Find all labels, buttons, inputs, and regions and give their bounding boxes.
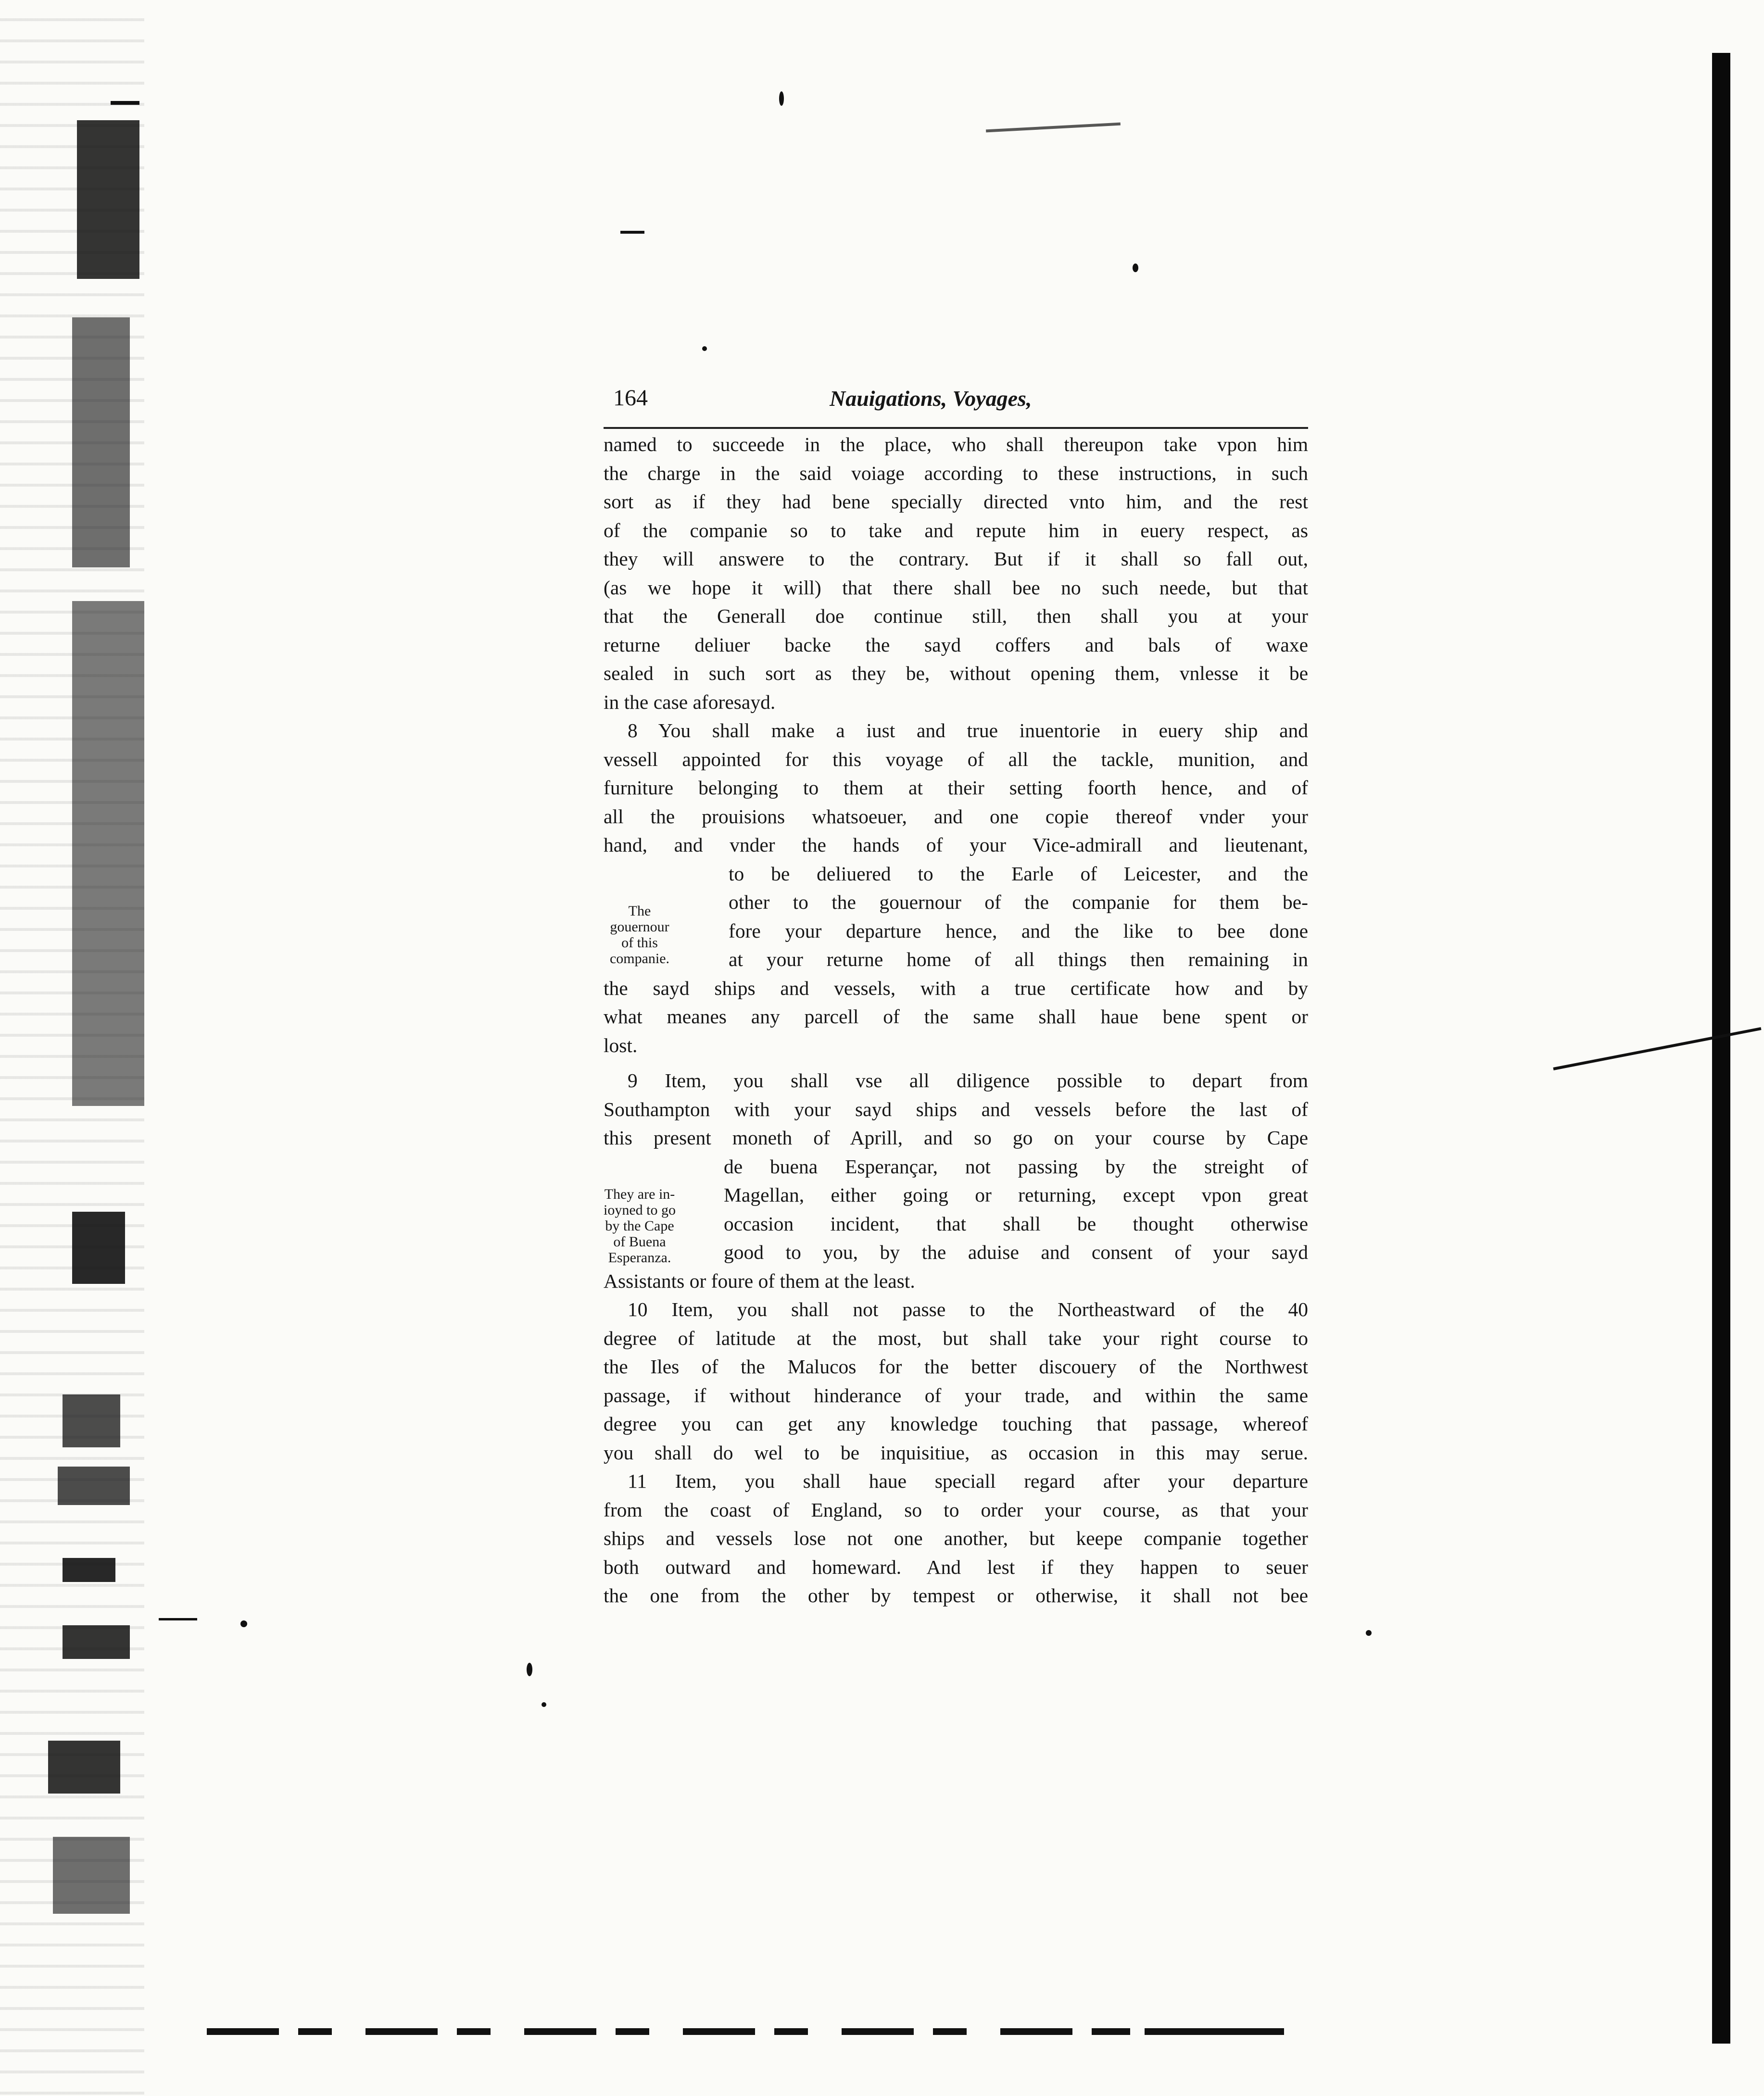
scan-artifact <box>48 1741 120 1794</box>
text-line: ships and vessels lose not one another, but keepe companie together <box>604 1527 1308 1549</box>
text-line: what meanes any parcell of the same shall haue bene spent or <box>604 1005 1308 1028</box>
sidenote-line: of this <box>621 935 658 951</box>
text-line: they will answere to the contrary. But if it shall so fall out, <box>604 548 1308 570</box>
scan-artifact <box>72 317 130 567</box>
text-line: the Iles of the Malucos for the better discouery of the Northwest <box>604 1355 1308 1378</box>
text-line: sealed in such sort as they be, without opening them, vnlesse it be <box>604 662 1308 684</box>
text-line: you shall do wel to be inquisitiue, as occasion in this may serue. <box>604 1441 1308 1464</box>
text-line: this present moneth of Aprill, and so go on your course by Cape <box>604 1127 1308 1149</box>
scan-speck <box>240 1620 247 1627</box>
paragraph-1 <box>604 430 1308 716</box>
text-line: good to you, by the aduise and consent of your sayd <box>724 1241 1308 1263</box>
page-header <box>604 385 1308 430</box>
sidenote-line: They are in- <box>604 1186 675 1202</box>
scan-artifact <box>1101 2028 1260 2035</box>
scan-artifact <box>159 1618 197 1620</box>
scan-right-rule <box>1712 53 1730 2044</box>
text-line: that the Generall doe continue still, then shall you at your <box>604 605 1308 627</box>
text-line: vessell appointed for this voyage of all the tackle, munition, and <box>604 748 1308 770</box>
scan-artifact <box>986 123 1121 133</box>
scan-artifact <box>63 1394 120 1447</box>
text-line: both outward and homeward. And lest if they happen to seuer <box>604 1556 1308 1578</box>
sidenote-line: ioyned to go <box>604 1202 676 1218</box>
scan-speck <box>1133 264 1138 272</box>
scan-speck <box>1366 1630 1372 1636</box>
scan-speck <box>542 1702 546 1707</box>
main-text <box>604 385 1308 1610</box>
text-line: sort as if they had bene specially directed vnto him, and the rest <box>604 490 1308 513</box>
text-line: named to succeede in the place, who shall thereupon take vpon him <box>604 433 1308 455</box>
text-line: 8 You shall make a iust and true inuentorie in euery ship and <box>628 719 1308 741</box>
text-line: to be deliuered to the Earle of Leicester, and the <box>729 862 1308 885</box>
scan-artifact <box>63 1625 130 1659</box>
sidenote-line: The <box>628 903 651 919</box>
text-line: 10 Item, you shall not passe to the Northeastward of the 40 <box>628 1298 1308 1320</box>
text-line: the charge in the said voiage according to these instructions, in such <box>604 462 1308 484</box>
paragraph-10 <box>604 1295 1308 1467</box>
sidenote-line: of Buena <box>613 1234 666 1250</box>
scan-artifact <box>72 601 144 1106</box>
text-line: Magellan, either going or returning, except vpon great <box>724 1184 1308 1206</box>
scan-artifact <box>620 231 644 234</box>
text-line: hand, and vnder the hands of your Vice-admirall and lieutenant, <box>604 834 1308 856</box>
text-line: fore your departure hence, and the like to bee done <box>729 919 1308 942</box>
paragraph-9 <box>604 1067 1308 1295</box>
text-line: other to the gouernour of the companie for them be- <box>729 891 1308 913</box>
text-line: (as we hope it will) that there shall bee no such neede, but that <box>604 576 1308 599</box>
scan-artifact <box>58 1467 130 1505</box>
page-number: 164 <box>613 385 648 411</box>
text-line: furniture belonging to them at their setting foorth hence, and of <box>604 777 1308 799</box>
text-line: returne deliuer backe the sayd coffers and bals of waxe <box>604 633 1308 656</box>
text-line: the one from the other by tempest or otherwise, it shall not bee <box>604 1584 1308 1607</box>
text-line: de buena Esperançar, not passing by the streight of <box>724 1155 1308 1178</box>
paragraph-8 <box>604 716 1308 1060</box>
header-rule <box>604 427 1308 429</box>
sidenote-line: Esperanza. <box>608 1250 671 1266</box>
text-line: Southampton with your sayd ships and vessels before the last of <box>604 1098 1308 1120</box>
text-line: the sayd ships and vessels, with a true certificate how and by <box>604 977 1308 999</box>
sidenote-line: by the Cape <box>605 1218 674 1234</box>
scan-artifact <box>111 101 139 105</box>
text-line: passage, if without hinderance of your trade, and within the same <box>604 1384 1308 1406</box>
scan-speck <box>702 346 707 351</box>
text-line: occasion incident, that shall be thought otherwise <box>724 1212 1308 1235</box>
text-line: from the coast of England, so to order your course, as that your <box>604 1498 1308 1521</box>
scan-artifact <box>77 120 139 279</box>
text-line: degree of latitude at the most, but shall take your right course to <box>604 1327 1308 1349</box>
text-line: degree you can get any knowledge touching that passage, whereof <box>604 1413 1308 1435</box>
scan-artifact <box>63 1558 115 1582</box>
running-title: Nauigations, Voyages, <box>830 386 1032 411</box>
text-line: in the case aforesayd. <box>604 690 776 713</box>
scan-artifact <box>72 1212 125 1284</box>
scan-speck <box>779 91 784 106</box>
text-line: 11 Item, you shall haue speciall regard after your departure <box>628 1470 1308 1492</box>
sidenote-line: companie. <box>609 951 670 966</box>
sidenote-line: gouernour <box>610 919 669 935</box>
text-line: of the companie so to take and repute him in euery respect, as <box>604 519 1308 541</box>
text-line: all the prouisions whatsoeuer, and one copie thereof vnder your <box>604 805 1308 828</box>
text-line: Assistants or foure of them at the least. <box>604 1269 915 1292</box>
scan-artifact <box>53 1837 130 1914</box>
text-line: 9 Item, you shall vse all diligence possible to depart from <box>628 1069 1308 1092</box>
paragraph-11 <box>604 1467 1308 1610</box>
scan-speck <box>527 1663 532 1676</box>
text-line: at your returne home of all things then remaining in <box>729 948 1308 970</box>
text-line: lost. <box>604 1034 638 1056</box>
